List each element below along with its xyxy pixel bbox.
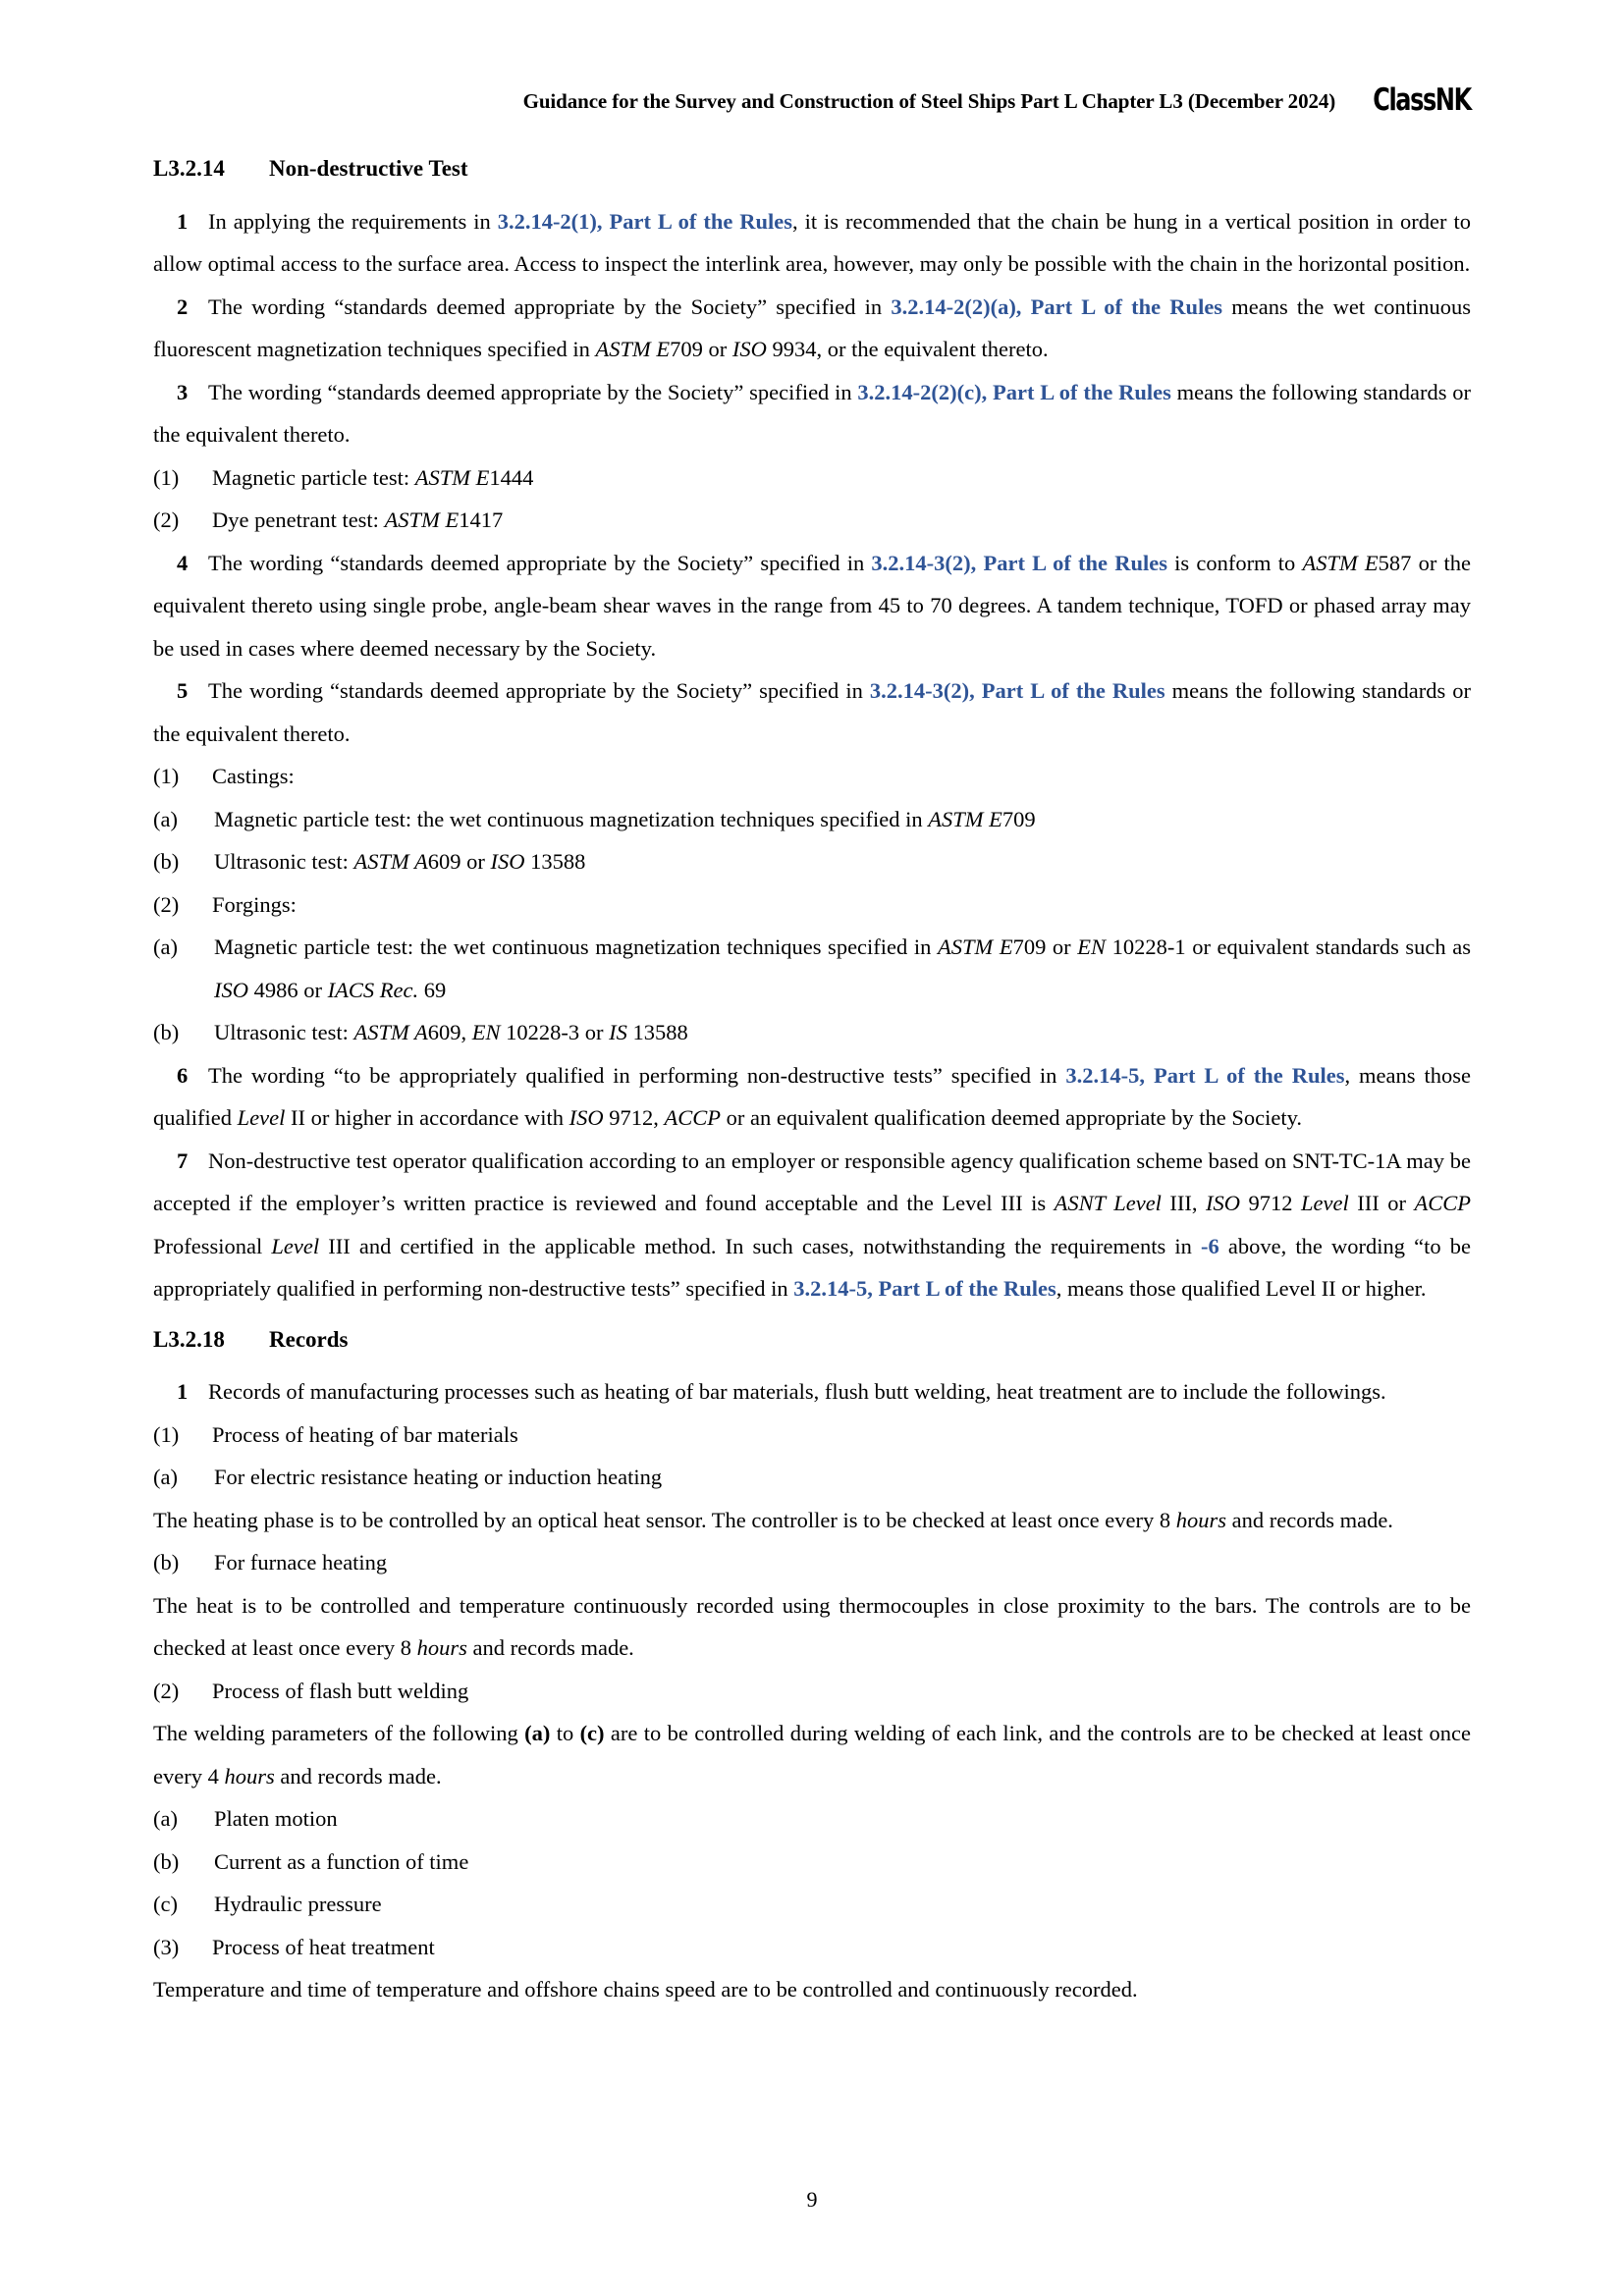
list-item-continuation [153, 1712, 1471, 1797]
text-run: is conform to [1166, 550, 1303, 575]
unit-name: hours [416, 1635, 467, 1661]
unit-name: hours [224, 1763, 275, 1789]
paragraph-number: 6 [177, 1062, 189, 1088]
standard-name: IS [609, 1020, 633, 1045]
list-item [153, 1456, 1471, 1499]
list-item [153, 1011, 1471, 1054]
text-run: are to be controlled during welding of each link, and the controls are to be checked at least once every 4 [153, 1721, 1471, 1789]
list-item-body [214, 840, 1471, 883]
list-item [153, 1414, 1471, 1457]
section-number: L3.2.18 [153, 1326, 225, 1352]
rule-reference: 3.2.14-2(2)(c), Part L of the Rules [857, 379, 1171, 404]
list-marker: (a) [153, 1806, 178, 1832]
paragraph-number: 3 [177, 379, 189, 404]
text-run: means the following standards or the equivalent thereto. [153, 678, 1471, 746]
list-marker: (c) [153, 1892, 178, 1917]
list-marker: (1) [153, 1421, 180, 1447]
list-marker: (b) [153, 1020, 180, 1045]
text-run: The wording “standards deemed appropriate by the Society” specified in [208, 678, 870, 704]
rule-reference: 3.2.14-3(2), Part L of the Rules [869, 678, 1165, 704]
section-number: L3.2.14 [153, 156, 225, 181]
text-run: , it is recommended that the chain be hung in a vertical position in order to allow optimal access to the surface area. Access to inspect the interlink area, however, may only be possible with the chain in the horizontal position. [153, 208, 1471, 277]
text-run: The welding parameters of the following [153, 1721, 525, 1746]
paragraph-number: 4 [177, 550, 189, 575]
header-title: Guidance for the Survey and Construction of Steel Ships Part L Chapter L3 (December 2024) [522, 89, 1336, 113]
standard-name: ASTM E [928, 806, 1002, 831]
paragraph-number: 7 [177, 1148, 189, 1173]
text-run: 709 or [1012, 934, 1078, 960]
standard-name: ASTM A [353, 849, 428, 875]
list-item [153, 499, 1471, 542]
standard-name: ISO [731, 337, 773, 362]
rule-reference: 3.2.14-5, Part L of the Rules [793, 1276, 1056, 1302]
list-marker: (2) [153, 507, 180, 533]
classnk-logo: ClassNK [1373, 82, 1471, 118]
list-item [153, 883, 1471, 927]
standard-name: ASTM E [414, 464, 490, 490]
list-marker: (3) [153, 1934, 180, 1959]
section-heading-l3-2-18 [153, 1326, 1471, 1354]
text-run: and records made. [274, 1763, 442, 1789]
paragraph-number: 1 [177, 208, 189, 234]
standard-name: ASTM E [937, 934, 1013, 960]
list-marker: (1) [153, 764, 180, 789]
paragraph-2 [153, 286, 1471, 371]
list-item [153, 1670, 1471, 1713]
standard-name: ISO [214, 977, 254, 1002]
text-run: Ultrasonic test: [214, 849, 354, 875]
text-run: Professional [153, 1233, 272, 1258]
paragraph-5 [153, 669, 1471, 755]
standard-name: Level [237, 1105, 286, 1131]
text-run: 69 [418, 977, 447, 1002]
list-marker: (1) [153, 464, 180, 490]
text-run: 4986 or [253, 977, 328, 1002]
paragraph-1 [153, 1370, 1471, 1414]
unit-name: hours [1175, 1507, 1226, 1532]
text-run: to [550, 1721, 580, 1746]
text-run: III, [1161, 1191, 1207, 1216]
list-item-body: For furnace heating [214, 1550, 388, 1575]
paragraph-7 [153, 1140, 1471, 1310]
text-run: The wording “to be appropriately qualified in performing non-destructive tests” specified in [208, 1062, 1066, 1088]
rule-reference: -6 [1201, 1233, 1219, 1258]
section-title: Records [269, 1326, 349, 1352]
list-item [153, 755, 1471, 798]
text-run: and records made. [466, 1635, 634, 1661]
paragraph-number: 1 [177, 1379, 189, 1405]
list-item [153, 1926, 1471, 1969]
list-marker: (a) [153, 934, 178, 960]
list-item-body [212, 499, 1471, 542]
text-run: 9712 [1248, 1191, 1302, 1216]
text-run: , means those qualified [153, 1062, 1471, 1131]
standard-name: ASTM A [353, 1020, 428, 1045]
list-marker: (b) [153, 1848, 180, 1874]
page-header [183, 75, 1471, 116]
standard-name: ISO [1206, 1191, 1249, 1216]
standard-name: ISO [490, 849, 531, 875]
list-item-body: Hydraulic pressure [214, 1892, 382, 1917]
text-run: The heat is to be controlled and temperature continuously recorded using thermocouples in close proximity to the bars. The controls are to be checked at least once every 8 [153, 1592, 1471, 1661]
list-marker: (b) [153, 1550, 180, 1575]
standard-name: ACCP [1414, 1191, 1471, 1216]
text-run: Dye penetrant test: [212, 507, 385, 533]
text-run: Ultrasonic test: [214, 1020, 354, 1045]
text-run: 709 [1001, 806, 1036, 831]
text-run: and records made. [1226, 1507, 1393, 1532]
page-footer [0, 2187, 1624, 2213]
text-run: 10228-3 or [506, 1020, 610, 1045]
list-item-body: Process of flash butt welding [212, 1678, 469, 1703]
list-item [153, 1541, 1471, 1584]
text-run: 13588 [530, 849, 586, 875]
text-run: II or higher in accordance with [285, 1105, 569, 1131]
paragraph-1 [153, 200, 1471, 286]
text-run: , means those qualified Level II or higher. [1056, 1276, 1427, 1302]
rule-reference: 3.2.14-2(2)(a), Part L of the Rules [891, 294, 1223, 319]
text-run: means the wet continuous fluorescent magnetization techniques specified in [153, 294, 1472, 362]
list-item [153, 926, 1471, 1011]
list-item-body: Current as a function of time [214, 1848, 469, 1874]
rule-reference: 3.2.14-3(2), Part L of the Rules [871, 550, 1167, 575]
list-marker: (b) [153, 849, 180, 875]
text-run: 609, [427, 1020, 472, 1045]
list-item [153, 798, 1471, 841]
text-run: 9712, [609, 1105, 665, 1131]
list-item [153, 1797, 1471, 1841]
text-run: 1444 [489, 464, 534, 490]
page-number: 9 [806, 2187, 818, 2212]
list-item-continuation: Temperature and time of temperature and offshore chains speed are to be controlled and continuously recorded. [153, 1977, 1138, 2002]
paragraph-number: 5 [177, 678, 189, 704]
rule-reference: 3.2.14-5, Part L of the Rules [1065, 1062, 1345, 1088]
standard-name: ASTM E [595, 337, 671, 362]
text-run: 10228-1 or equivalent standards such as [1111, 934, 1471, 960]
text-run: Records of manufacturing processes such as heating of bar materials, flush butt welding, heat treatment are to include the followings. [208, 1379, 1386, 1405]
text-run: The wording “standards deemed appropriate by the Society” specified in [208, 550, 872, 575]
section-title: Non-destructive Test [269, 156, 468, 181]
text-run: or an equivalent qualification deemed appropriate by the Society. [720, 1105, 1303, 1131]
text-run: Magnetic particle test: [212, 464, 415, 490]
standard-name: IACS Rec. [327, 977, 419, 1002]
list-marker: (2) [153, 891, 180, 917]
list-item [153, 456, 1471, 500]
paragraph-4 [153, 542, 1471, 670]
standard-name: EN [471, 1020, 507, 1045]
list-item-body: Forgings: [212, 891, 297, 917]
text-run: 1417 [459, 507, 504, 533]
text-run: 9934, or the equivalent thereto. [772, 337, 1049, 362]
text-run: 587 or the equivalent thereto using single probe, angle-beam shear waves in the range from 45 to 70 degrees. A tandem technique, TOFD or phased array may be used in cases where deemed necessary by the Society. [153, 550, 1471, 661]
text-run: Magnetic particle test: the wet continuous magnetization techniques specified in [214, 934, 938, 960]
standard-name: EN [1077, 934, 1112, 960]
text-run: The heating phase is to be controlled by an optical heat sensor. The controller is to be checked at least once every 8 [153, 1507, 1176, 1532]
text-run: The wording “standards deemed appropriate by the Society” specified in [208, 379, 858, 404]
list-item [153, 840, 1471, 883]
text-run: Magnetic particle test: the wet continuous magnetization techniques specified in [214, 806, 929, 831]
list-item-body: Process of heating of bar materials [212, 1421, 518, 1447]
standard-name: ISO [568, 1105, 610, 1131]
section-heading-l3-2-14 [153, 155, 1471, 183]
paragraph-number: 2 [177, 294, 189, 319]
list-item-body [212, 456, 1471, 500]
list-item-continuation [153, 1584, 1471, 1670]
list-item [153, 1883, 1471, 1926]
text-run: 609 or [427, 849, 491, 875]
list-item-body [214, 798, 1471, 841]
list-item-body: Castings: [212, 764, 295, 789]
rule-reference: 3.2.14-2(1), Part L of the Rules [497, 208, 793, 234]
text-run: 13588 [632, 1020, 688, 1045]
list-marker: (a) [153, 806, 178, 831]
text-run: III and certified in the applicable method. In such cases, notwithstanding the requirements in [319, 1233, 1202, 1258]
text-run: The wording “standards deemed appropriate by the Society” specified in [208, 294, 892, 319]
list-item-body: Process of heat treatment [212, 1934, 435, 1959]
document-body [153, 155, 1471, 2011]
text-run: Non-destructive test operator qualification according to an employer or responsible agency qualification scheme based on SNT-TC-1A may be accepted if the employer’s written practice is reviewed and found acceptable and the Level III is [153, 1148, 1471, 1216]
standard-name: ASTM E [1302, 550, 1379, 575]
text-run: 709 or [670, 337, 732, 362]
standard-name: Level [271, 1233, 320, 1258]
inline-reference: (a) [524, 1721, 551, 1746]
text-run: III or [1348, 1191, 1415, 1216]
paragraph-3 [153, 371, 1471, 456]
list-item-continuation [153, 1499, 1471, 1542]
inline-reference: (c) [579, 1721, 605, 1746]
text-run: In applying the requirements in [208, 208, 498, 234]
text-run: above, the wording “to be appropriately qualified in performing non-destructive tests” specified in [153, 1233, 1471, 1302]
list-item [153, 1841, 1471, 1884]
list-item-body: For electric resistance heating or induction heating [214, 1465, 663, 1490]
list-item-body: Platen motion [214, 1806, 338, 1832]
paragraph-6 [153, 1054, 1471, 1140]
list-item-body [214, 1011, 1471, 1054]
standard-name: Level [1301, 1191, 1349, 1216]
text-run: means the following standards or the equivalent thereto. [153, 379, 1472, 448]
standard-name: ASNT Level [1054, 1191, 1162, 1216]
standard-name: ASTM E [384, 507, 460, 533]
list-item-body [214, 926, 1471, 1011]
list-marker: (2) [153, 1678, 180, 1703]
standard-name: ACCP [664, 1105, 721, 1131]
list-marker: (a) [153, 1465, 178, 1490]
